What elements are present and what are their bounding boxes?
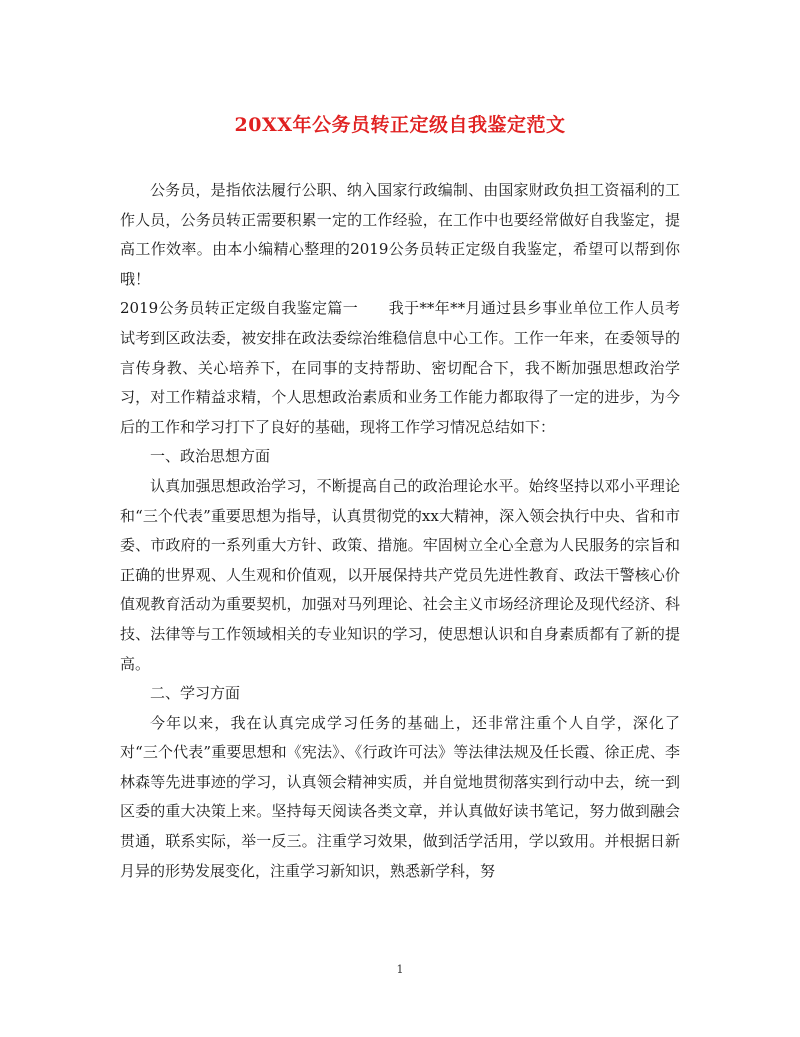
document-body — [120, 176, 680, 886]
paragraph-intro: 公务员，是指依法履行公职、纳入国家行政编制、由国家财政负担工资福利的工作人员，公务员转正需要积累一定的工作经验，在工作中也要经常做好自我鉴定，提高工作效率。由本小编精心整理的2019公务员转正定级自我鉴定，希望可以帮到你哦！ — [120, 181, 680, 288]
heading-political-thought: 一、政治思想方面 — [150, 447, 271, 466]
paragraph-political-thought: 认真加强思想政治学习，不断提高自己的政治理论水平。始终坚持以邓小平理论和“三个代表”重要思想为指导，认真贯彻党的xx大精神，深入领会执行中央、省和市委、市政府的一系列重大方针、政策、措施。牢固树立全心全意为人民服务的宗旨和正确的世界观、人生观和价值观，以开展保持共产党员先进性教育、政法干警核心价值观教育活动为重要契机，加强对马列理论、社会主义市场经济理论及现代经济、科技、法律等与工作领域相关的专业知识的学习，使思想认识和自身素质都有了新的提高。 — [120, 476, 680, 673]
paragraph-study: 今年以来，我在认真完成学习任务的基础上，还非常注重个人自学，深化了对“三个代表”重要思想和《宪法》、《行政许可法》等法律法规及任长霞、徐正虎、李林森等先进事迹的学习，认真领会精神实质，并自觉地贯彻落实到行动中去，统一到区委的重大决策上来。坚持每天阅读各类文章，并认真做好读书笔记，努力做到融会贯通，联系实际，举一反三。注重学习效果，做到活学活用，学以致用。并根据日新月异的形势发展变化，注重学习新知识，熟悉新学科，努 — [120, 713, 680, 880]
heading-study: 二、学习方面 — [150, 684, 241, 703]
document-title: 20XX年公务员转正定级自我鉴定范文 — [234, 114, 566, 136]
paragraph-section-one-intro: 2019公务员转正定级自我鉴定篇一 我于**年**月通过县乡事业单位工作人员考试考到区政法委，被安排在政法委综治维稳信息中心工作。工作一年来，在委领导的言传身教、关心培养下，在同事的支持帮助、密切配合下，我不断加强思想政治学习，对工作精益求精，个人思想政治素质和业务工作能力都取得了一定的进步，为今后的工作和学习打下了良好的基础，现将工作学习情况总结如下： — [120, 299, 680, 436]
page-number: 1 — [396, 963, 404, 976]
